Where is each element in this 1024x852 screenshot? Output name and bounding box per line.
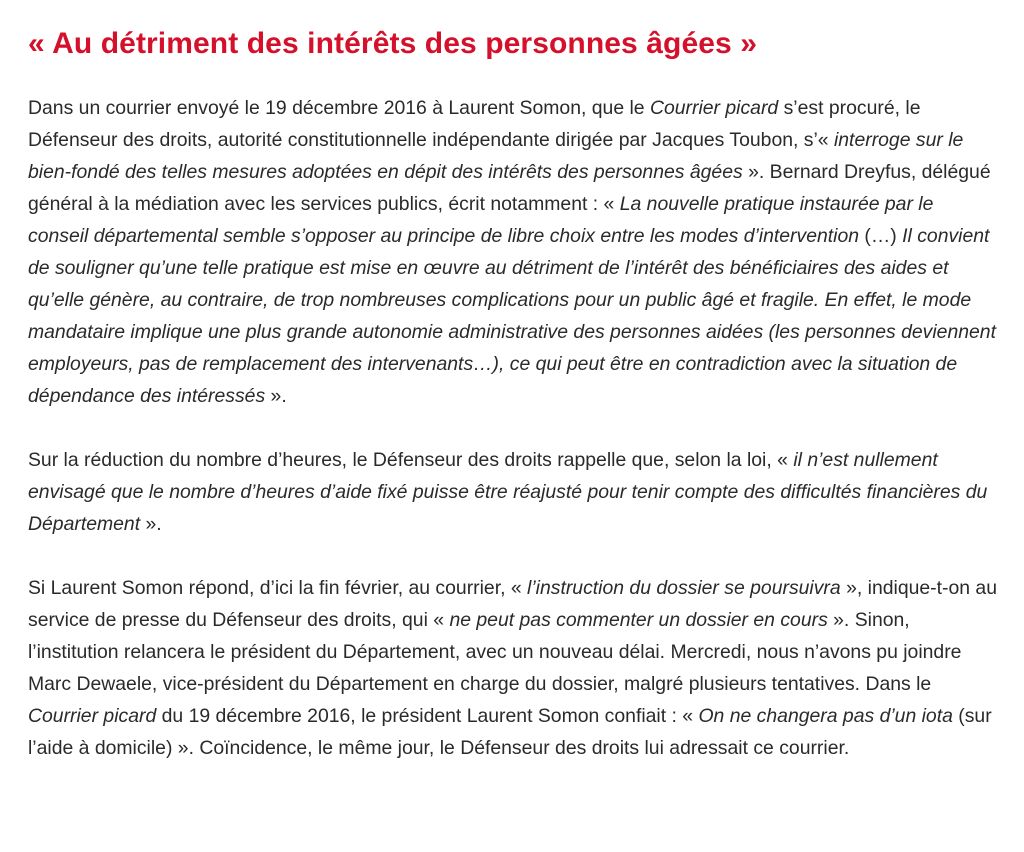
text-run: ». xyxy=(140,513,162,535)
text-run: ». xyxy=(265,385,287,407)
italic-text: ne peut pas commenter un dossier en cours xyxy=(449,609,828,631)
italic-text: La nouvelle pratique instaurée par le conseil départemental semble s’opposer au principe de libre choix entre les modes d’intervention xyxy=(28,193,934,247)
article-heading: « Au détriment des intérêts des personnes âgées » xyxy=(28,27,758,60)
text-run: Sur la réduction du nombre d’heures, le Défenseur des droits rappelle que, selon la loi, « xyxy=(28,449,794,471)
text-run: Si Laurent Somon répond, d’ici la fin février, au courrier, « xyxy=(28,577,528,599)
italic-text: Il convient de souligner qu’une telle pratique est mise en œuvre au détriment de l’intérêt des bénéficiaires des aides et qu’elle génère, au contraire, de trop nombreuses complications pour un public âgé et fragile. En effet, le mode mandataire implique une plus grande autonomie administrative des personnes aidées (les personnes deviennent employeurs, pas de remplacement des intervenants…), ce qui peut être en contradiction avec la situation de dépendance des intéressés xyxy=(28,225,996,407)
text-run: (…) xyxy=(859,225,903,247)
text-run: ». Sinon, l’institution relancera le président du Département, avec un nouveau délai. Mercredi, nous n’avons pu joindre Marc Dewaele, vice-président du Département en charge du dossier, malgré plusieurs tentatives. Dans le xyxy=(28,609,962,695)
italic-text: Courrier picard xyxy=(28,705,157,727)
paragraph xyxy=(28,572,998,764)
text-run: Dans un courrier envoyé le 19 décembre 2016 à Laurent Somon, que le xyxy=(28,97,650,119)
text-run: du 19 décembre 2016, le président Laurent Somon confiait : « xyxy=(156,705,699,727)
italic-text: interroge sur le bien-fondé des telles mesures adoptées en dépit des intérêts des personnes âgées xyxy=(28,129,964,183)
italic-text: l’instruction du dossier se poursuivra xyxy=(527,577,841,599)
text-run: », indique-t-on au service de presse du Défenseur des droits, qui « xyxy=(28,577,997,631)
italic-text: Courrier picard xyxy=(649,97,779,119)
text-run: (sur l’aide à domicile) ». Coïncidence, le même jour, le Défenseur des droits lui adressait ce courrier. xyxy=(28,705,992,759)
italic-text: On ne changera pas d’un iota xyxy=(698,705,953,727)
article xyxy=(28,22,998,764)
text-run: s’est procuré, le Défenseur des droits, autorité constitutionnelle indépendante dirigée par Jacques Toubon, s’« xyxy=(28,97,921,151)
italic-text: il n’est nullement envisagé que le nombre d’heures d’aide fixé puisse être réajusté pour tenir compte des difficultés financières du Département xyxy=(28,449,988,535)
text-run: ». Bernard Dreyfus, délégué général à la médiation avec les services publics, écrit notamment : « xyxy=(28,161,991,215)
paragraph xyxy=(28,92,998,412)
paragraph xyxy=(28,444,998,540)
